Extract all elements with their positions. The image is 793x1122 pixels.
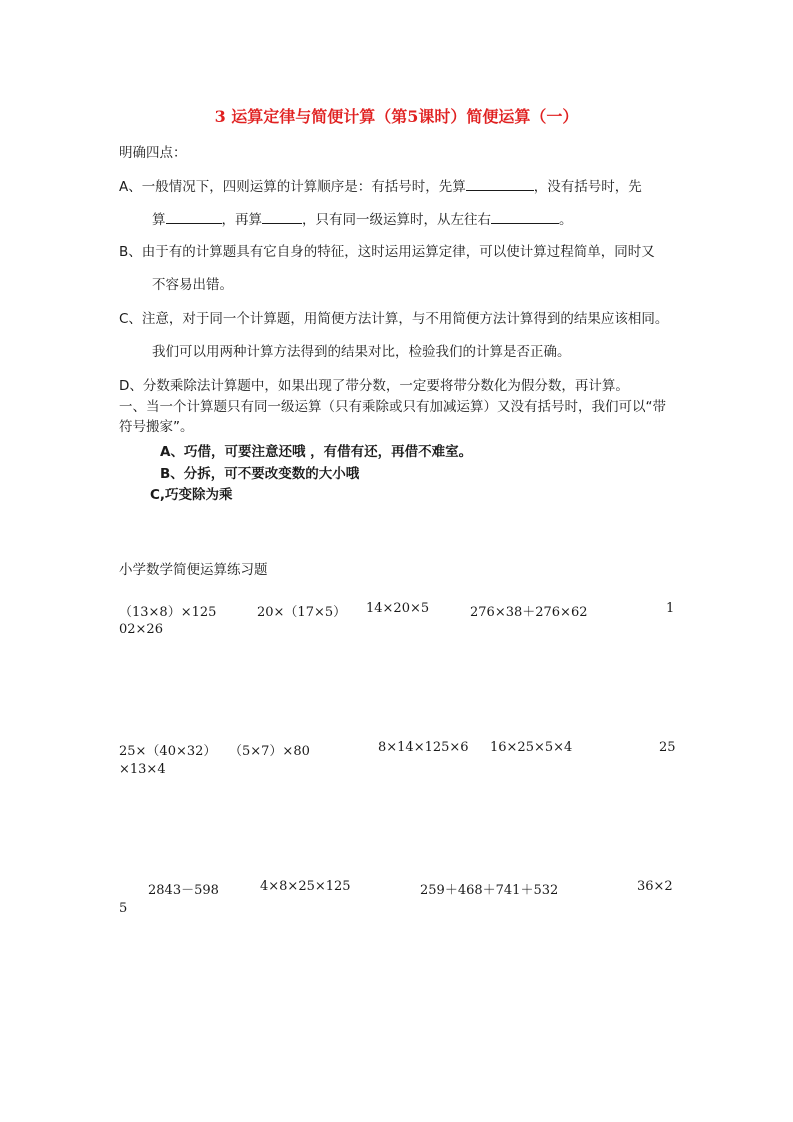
blank-3 <box>262 210 302 224</box>
point-a-text: ，没有括号时，先 <box>533 179 642 195</box>
exercise-item: 4×8×25×125 <box>260 879 351 894</box>
exercise-title: 小学数学简便运算练习题 <box>119 562 268 578</box>
exercise-item-wrap: ×13×4 <box>119 762 166 777</box>
exercise-item: 1 <box>666 601 675 616</box>
rule-line2: 符号搬家”。 <box>119 419 194 435</box>
exercise-item: 14×20×5 <box>366 601 430 616</box>
exercise-item: 25 <box>659 740 676 755</box>
intro-text: 明确四点： <box>119 145 187 161</box>
exercise-item: （5×7）×80 <box>229 744 310 759</box>
blank-4 <box>491 210 559 224</box>
exercise-item: （13×8）×125 <box>119 605 217 620</box>
point-a-text: ，只有同一级运算时，从左往右 <box>302 212 491 228</box>
point-b-line2: 不容易出错。 <box>152 277 233 293</box>
exercise-item: 16×25×5×4 <box>490 740 573 755</box>
exercise-item: 259＋468＋741＋532 <box>420 883 559 898</box>
rule-bold-3: C,巧变除为乘 <box>150 487 233 503</box>
exercise-item: 20×（17×5） <box>257 605 347 620</box>
point-a-text: A、一般情况下，四则运算的计算顺序是：有括号时，先算 <box>119 179 466 195</box>
rule-line1: 一、当一个计算题只有同一级运算（只有乘除或只有加减运算）又没有括号时，我们可以“带 <box>119 399 666 415</box>
point-a-line2 <box>152 210 573 229</box>
exercise-item: 2843－598 <box>148 883 219 898</box>
exercise-item: 25×（40×32） <box>119 744 217 759</box>
rule-bold-2: B、分拆，可不要改变数的大小哦 <box>160 466 360 482</box>
point-c-line1: C、注意，对于同一个计算题，用简便方法计算，与不用简便方法计算得到的结果应该相同。 <box>119 311 669 327</box>
rule-bold-1: A、巧借，可要注意还哦 ，有借有还，再借不难室。 <box>160 444 473 460</box>
point-b-line1: B、由于有的计算题具有它自身的特征，这时运用运算定律，可以使计算过程简单，同时又 <box>119 244 655 260</box>
point-c-line2: 我们可以用两种计算方法得到的结果对比，检验我们的计算是否正确。 <box>152 344 571 360</box>
point-a-text: ，再算 <box>221 212 262 228</box>
point-a-text: 。 <box>559 212 573 228</box>
exercise-item-wrap: 5 <box>119 901 128 916</box>
exercise-item: 36×2 <box>637 879 673 894</box>
blank-2 <box>166 210 222 224</box>
point-a-text: 算 <box>152 212 166 228</box>
point-d-line1: D、分数乘除法计算题中，如果出现了带分数，一定要将带分数化为假分数，再计算。 <box>119 378 629 394</box>
point-a-line1 <box>119 177 642 196</box>
blank-1 <box>466 177 534 191</box>
page-title: 3 运算定律与简便计算（第5课时）简便运算（一） <box>214 107 579 126</box>
exercise-item: 276×38＋276×62 <box>470 605 588 620</box>
exercise-item: 8×14×125×6 <box>378 740 469 755</box>
exercise-item-wrap: 02×26 <box>119 622 163 637</box>
